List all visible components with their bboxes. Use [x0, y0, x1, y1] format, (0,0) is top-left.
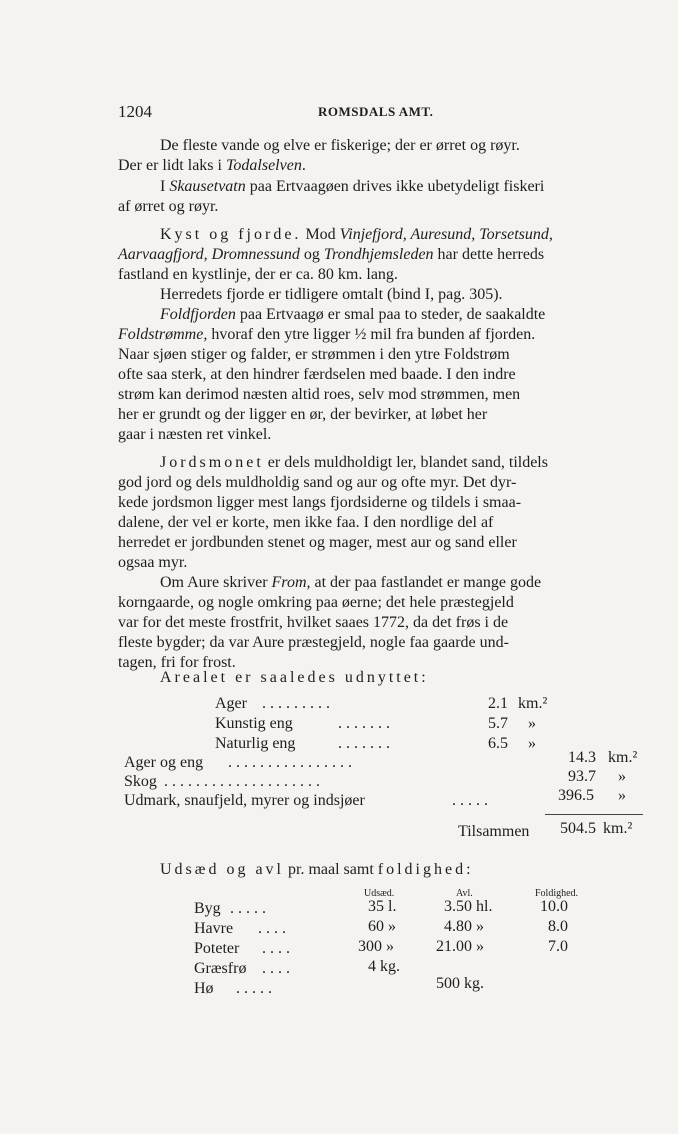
total-unit: km.²	[603, 820, 633, 837]
leader-dots: . . . . .	[236, 980, 272, 997]
text-line: af ørret og røyr.	[118, 198, 219, 215]
leader-dots: . . . . . . . . . . . . . . . . . . . .	[164, 773, 320, 790]
text-line: De fleste vande og elve er fiskerige; der er ørret og røyr.	[160, 137, 520, 154]
text-line: strøm kan derimod næsten altid roes, selv mod strømmen, men	[118, 386, 521, 403]
text-span: I	[160, 178, 170, 195]
text-span: paa Ertvaagø er smal paa to steder, de saakaldte	[235, 306, 546, 323]
text-line	[160, 573, 541, 593]
column-header-udsaed: Udsæd.	[364, 888, 395, 899]
text-line: gaar i næsten ret vinkel.	[118, 426, 272, 443]
text-line: Herredets fjorde er tidligere omtalt (bind I, pag. 305).	[160, 286, 503, 303]
text-line	[118, 325, 535, 345]
foldighed-value: 8.0	[548, 918, 568, 935]
text-span: Der er lidt laks i	[118, 157, 226, 174]
text-line: korngaarde, og nogle omkring paa øerne; det hele præstegjeld	[118, 594, 514, 611]
place-name: Foldfjorden	[160, 306, 236, 323]
area-unit: km.²	[608, 749, 638, 766]
text-span: .	[301, 157, 306, 174]
crop-label: Poteter	[194, 940, 240, 957]
text-line: Naar sjøen stiger og falder, er strømmen i den ytre Foldstrøm	[118, 346, 510, 363]
text-line: var for det meste frostfrit, hvilket saaes 1772, da det frøs i de	[118, 614, 509, 631]
heading-part: foldighed:	[377, 861, 474, 878]
page-number: 1204	[118, 102, 152, 121]
avl-value: 21.00 »	[436, 938, 484, 955]
text-line: ogsaa myr.	[118, 554, 188, 571]
area-unit: km.²	[518, 695, 548, 712]
area-label: Kunstig eng	[215, 715, 293, 732]
author-name: From,	[271, 574, 311, 591]
place-names: Vinjefjord, Auresund, Torsetsund,	[339, 226, 553, 243]
leader-dots: . . . . . . . . .	[262, 695, 330, 712]
text-span: er dels muldholdigt ler, blandet sand, tildels	[263, 454, 548, 471]
area-value: 14.3	[568, 749, 596, 766]
crop-label: Græsfrø	[194, 960, 247, 977]
text-line: her er grundt og der ligger en ør, der bevirker, at løbet her	[118, 406, 488, 423]
place-name: Todalselven	[225, 157, 302, 174]
area-label: Naturlig eng	[215, 735, 296, 752]
crop-label: Havre	[194, 920, 234, 937]
text-span: Om Aure skriver	[160, 574, 272, 591]
leader-dots: . . . .	[258, 920, 286, 937]
area-unit: »	[618, 768, 626, 785]
total-value: 504.5	[560, 820, 596, 837]
text-line	[118, 156, 306, 176]
leader-dots: . . . . . . .	[338, 735, 390, 752]
foldighed-value: 10.0	[540, 898, 568, 915]
total-label: Tilsammen	[458, 823, 530, 840]
text-line	[160, 305, 545, 325]
text-line: fastland en kystlinje, der er ca. 80 km. lang.	[118, 266, 398, 283]
text-span: har dette herreds	[433, 246, 545, 263]
place-name: Skausetvatn	[169, 178, 246, 195]
leader-dots: . . . . .	[230, 900, 266, 917]
leader-dots: . . . . . . . . . . . . . . . .	[228, 754, 352, 771]
text-line: kede jordsmon ligger mest langs fjordsiderne og tildels i smaa-	[118, 494, 522, 511]
text-span: paa Ertvaagøen drives ikke ubetydeligt fiskeri	[245, 178, 545, 195]
leader-dots: . . . .	[262, 960, 290, 977]
text-line	[160, 453, 548, 473]
area-unit: »	[528, 735, 536, 752]
section-heading: Kyst og fjorde.	[160, 226, 302, 243]
text-span: og	[299, 246, 324, 263]
section-heading: Jordsmonet	[160, 454, 264, 471]
area-unit: »	[528, 715, 536, 732]
text-line: god jord og dels muldholdig sand og aur og ofte myr. Det dyr-	[118, 474, 517, 491]
section-heading: Arealet er saaledes udnyttet:	[160, 669, 429, 686]
area-unit: »	[618, 787, 626, 804]
area-label: Ager og eng	[124, 754, 204, 771]
sum-rule	[545, 814, 643, 815]
area-value: 6.5	[488, 735, 508, 752]
area-value: 2.1	[488, 695, 508, 712]
text-line: herredet er jordbunden stenet og mager, mest aur og sand eller	[118, 534, 517, 551]
text-span: at der paa fastlandet er mange gode	[310, 574, 542, 591]
text-span: Mod	[301, 226, 340, 243]
area-label: Skog	[124, 773, 157, 790]
crop-label: Hø	[194, 980, 214, 997]
heading-part: pr. maal samt	[284, 861, 378, 878]
avl-value: 500 kg.	[436, 975, 484, 992]
text-line: tagen, fri for frost.	[118, 654, 236, 671]
udsaed-value: 60 »	[368, 918, 396, 935]
leader-dots: . . . .	[262, 940, 290, 957]
running-title: ROMSDALS AMT.	[318, 104, 434, 119]
udsaed-value: 4 kg.	[368, 958, 400, 975]
text-line: fleste bygder; da var Aure præstegjeld, nogle faa gaarde und-	[118, 634, 509, 651]
text-span: hvoraf den ytre ligger ½ mil fra bunden af fjorden.	[207, 326, 536, 343]
place-name: Foldstrømme,	[118, 326, 208, 343]
place-names: Aarvaagfjord, Dromnessund	[118, 246, 300, 263]
udsaed-value: 35 l.	[368, 898, 397, 915]
crop-label: Byg	[194, 900, 221, 917]
udsaed-value: 300 »	[358, 938, 394, 955]
section-heading	[160, 860, 474, 880]
place-name: Trondhjemsleden	[323, 246, 434, 263]
area-value: 93.7	[568, 768, 596, 785]
avl-value: 3.50 hl.	[444, 898, 493, 915]
text-line: ofte saa sterk, at den hindrer færdselen med baade. I den indre	[118, 366, 516, 383]
area-value: 5.7	[488, 715, 508, 732]
leader-dots: . . . . . . .	[338, 715, 390, 732]
text-line	[160, 225, 553, 245]
avl-value: 4.80 »	[444, 918, 484, 935]
foldighed-value: 7.0	[548, 938, 568, 955]
text-line: dalene, der vel er korte, men ikke faa. I den nordlige del af	[118, 514, 494, 531]
area-value: 396.5	[558, 787, 594, 804]
area-label: Ager	[215, 695, 247, 712]
area-label: Udmark, snaufjeld, myrer og indsjøer	[124, 792, 365, 809]
leader-dots: . . . . .	[452, 792, 488, 809]
column-header-foldighed: Foldighed.	[535, 888, 579, 899]
column-header-avl: Avl.	[456, 888, 473, 899]
heading-part: Udsæd og avl	[160, 861, 284, 878]
text-line	[118, 245, 544, 265]
text-line	[160, 177, 544, 197]
